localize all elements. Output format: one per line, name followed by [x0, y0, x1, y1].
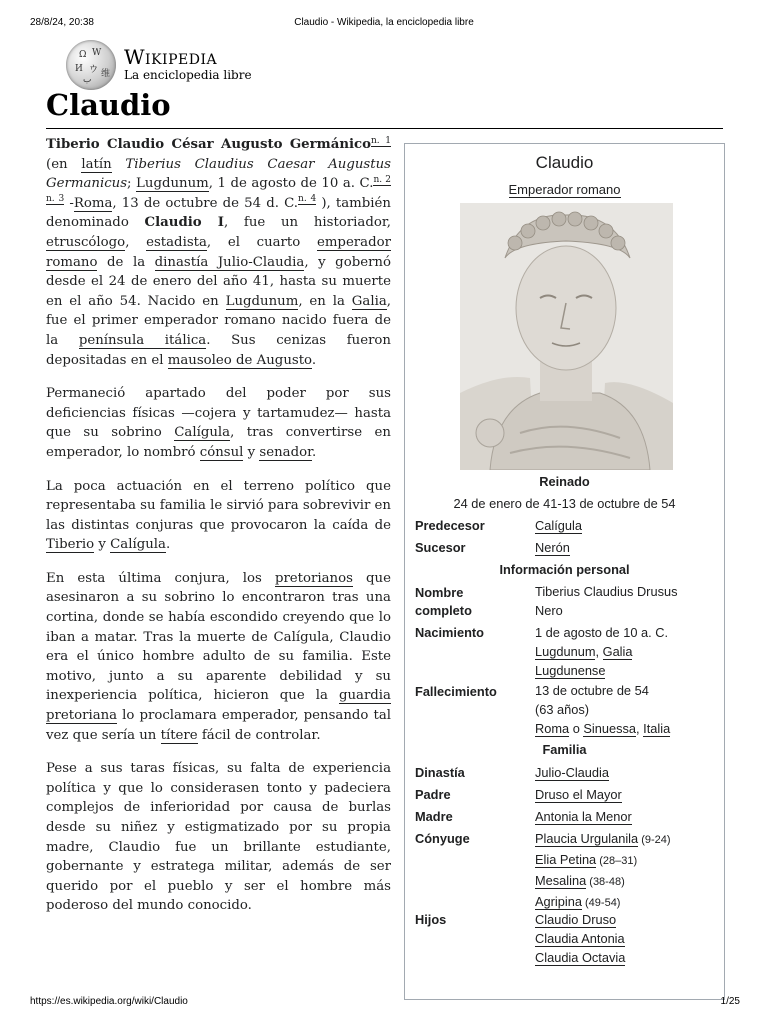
nombre-completo-label [415, 584, 472, 620]
text: , el cuarto [206, 234, 317, 250]
death-place-line [535, 719, 720, 738]
link-latin[interactable]: latín [81, 156, 112, 172]
separator: o [569, 721, 584, 736]
text: , [125, 234, 147, 250]
nombre-completo-value [535, 582, 720, 620]
wikipedia-tagline: La enciclopedia libre [124, 68, 252, 82]
text: La poca actuación en el terreno político que representaba su familia le sirvió para sobrevivir en las distintas conjuras que provocaron la caída de [46, 478, 391, 533]
hijos-label: Hijos [415, 912, 447, 927]
padre-value [535, 785, 720, 804]
text: que asesinaron a su sobrino lo encontraron tras una cortina, donde se había escondido creyendo que lo iban a matar. Tras la muerte de Calígula, Claudio era el único hombre adulto de su familia. Este motivo, junto a su aparente debilidad y su inexperiencia política, hicieron que la [46, 570, 391, 704]
footnote-n4[interactable]: n. 4 [298, 194, 317, 205]
text: ; [127, 176, 137, 192]
familia-header: Familia [542, 742, 587, 757]
spouse-years: (38-48) [586, 876, 625, 888]
padre-label: Padre [415, 787, 451, 802]
text: y [243, 444, 260, 460]
link-dinastia-julio-claudia[interactable]: dinastía Julio-Claudia [154, 254, 305, 270]
link-emperador-romano[interactable]: emperador romano [46, 234, 391, 270]
text: y [94, 537, 111, 553]
link-tiberio[interactable]: Tiberio [46, 537, 95, 553]
child-item [535, 948, 720, 967]
spouse-years: (49-54) [581, 897, 621, 909]
text: Pese a sus taras físicas, su falta de experiencia política y que lo considerasen tonto y padeciera complejos de inferioridad por causa de burlas desde su niñez y estigmatizado por su propia madre, Claudio fue un brillante estudiante, gobernante y estratega militar, además de ser querido por el pueblo y ser el hombre más poderoso del mundo conocido. [46, 761, 391, 914]
link-spouse[interactable]: Elia Petina [535, 852, 597, 867]
sucesor-label: Sucesor [415, 540, 466, 555]
claudio-i: Claudio I [144, 215, 224, 231]
text: . [311, 352, 317, 368]
link-consul[interactable]: cónsul [199, 444, 244, 460]
article-subject-name: Tiberio Claudio César Augusto Germánico [46, 137, 372, 152]
print-datetime: 28/8/24, 20:38 [30, 17, 94, 28]
spouse-years: (9-24) [638, 834, 671, 846]
bust-illustration [460, 203, 673, 470]
text: ), también denominado [46, 195, 391, 231]
death-age: (63 años) [535, 702, 590, 717]
text: , fue el primer emperador romano nacido fuera de la [46, 293, 391, 348]
link-spouse[interactable]: Plaucia Urgulanila [535, 831, 639, 846]
wikipedia-wordmark[interactable]: Wikipedia [124, 45, 218, 69]
birth-place-line-2 [535, 661, 720, 680]
link-sinuessa[interactable]: Sinuessa [583, 721, 637, 736]
infobox-title: Claudio [535, 153, 594, 172]
link-guardia-pretoriana[interactable]: guardia pretoriana [46, 688, 391, 724]
link-caligula[interactable]: Calígula [174, 425, 231, 441]
text: (en [46, 156, 82, 172]
paragraph-3 [46, 477, 391, 555]
print-footer-url: https://es.wikipedia.org/wiki/Claudio [30, 996, 188, 1007]
fallecimiento-value [535, 681, 720, 738]
text: lo proclamara emperador, pensando tal vez que sería un [46, 708, 391, 743]
link-spouse[interactable]: Mesalina [535, 873, 587, 888]
spouse-item [535, 829, 720, 850]
predecesor-label: Predecesor [415, 518, 485, 533]
death-date: 13 de octubre de 54 [535, 683, 649, 698]
separator: , [636, 721, 644, 736]
infobox [404, 143, 725, 1000]
link-roma-infobox[interactable]: Roma [535, 721, 570, 736]
print-page-title: Claudio - Wikipedia, la enciclopedia libre [294, 17, 474, 28]
dinastia-label: Dinastía [415, 765, 465, 780]
text: Permaneció apartado del poder por sus deficiencias físicas —cojera y tartamudez— hasta que su sobrino [46, 386, 391, 441]
dinastia-value [535, 763, 720, 782]
madre-value [535, 807, 720, 826]
link-child[interactable]: Claudia Antonia [535, 931, 625, 946]
text: . Sus cenizas fueron depositadas en el [46, 332, 391, 368]
text: . [312, 444, 317, 460]
text: , y gobernó desde el 24 de enero del año 41, hasta su muerte en el año 54. Nacido en [46, 254, 391, 309]
footnote-n1[interactable]: n. 1 [371, 135, 391, 146]
link-titere[interactable]: títere [160, 727, 198, 743]
nacimiento-label: Nacimiento [415, 625, 484, 640]
latin-name: Tiberius Claudius Caesar Augustus Germanicus [46, 156, 391, 192]
page-title: Claudio [46, 88, 171, 122]
text: - [64, 195, 74, 211]
link-lugdunum-infobox[interactable]: Lugdunum [535, 644, 596, 659]
hijos-value [535, 910, 720, 967]
article-body [46, 135, 391, 930]
link-italia[interactable]: Italia [643, 721, 671, 736]
link-lugdunum-2[interactable]: Lugdunum [225, 293, 299, 309]
label-line: Nombre [415, 585, 464, 600]
paragraph-2 [46, 384, 391, 462]
text: , tras convertirse en emperador, lo nombró [46, 425, 391, 460]
predecesor-value [535, 516, 720, 535]
text: , 1 de agosto de 10 a. C. [208, 176, 374, 192]
link-roma[interactable]: Roma [73, 195, 113, 211]
birth-place-line [535, 642, 720, 661]
text: , en la [298, 293, 352, 309]
separator: , [595, 644, 603, 659]
link-lugdunum[interactable]: Lugdunum [136, 176, 209, 192]
link-spouse[interactable]: Agripina [535, 894, 582, 909]
info-personal-header: Información personal [499, 562, 630, 577]
child-item [535, 929, 720, 948]
link-neron[interactable]: Nerón [535, 540, 570, 555]
link-caligula-infobox[interactable]: Calígula [535, 518, 582, 533]
link-peninsula-italica[interactable]: península itálica [78, 332, 207, 348]
text: , 13 de octubre de 54 d. C. [112, 195, 299, 211]
birth-date: 1 de agosto de 10 a. C. [535, 625, 669, 640]
link-estadista[interactable]: estadista [146, 234, 207, 250]
fallecimiento-label: Fallecimiento [415, 684, 497, 699]
label-line: completo [415, 603, 472, 618]
paragraph-intro [46, 135, 391, 370]
conyuge-label: Cónyuge [415, 831, 470, 846]
link-antonia-la-menor[interactable]: Antonia la Menor [535, 809, 632, 824]
link-pretorianos[interactable]: pretorianos [274, 570, 353, 586]
link-druso-el-mayor[interactable]: Druso el Mayor [535, 787, 622, 802]
reinado-header: Reinado [539, 474, 590, 489]
claudius-bust-image[interactable] [460, 203, 673, 470]
link-child[interactable]: Claudio Druso [535, 912, 617, 927]
title-divider [46, 128, 723, 129]
text: . [165, 537, 171, 553]
text: En esta última conjura, los [46, 570, 275, 586]
spouse-item [535, 871, 720, 892]
reinado-dates: 24 de enero de 41-13 de octubre de 54 [453, 496, 676, 511]
text: , fue un historiador, [224, 215, 391, 231]
sucesor-value [535, 538, 720, 557]
paragraph-5 [46, 759, 391, 916]
link-julio-claudia[interactable]: Julio-Claudia [535, 765, 609, 780]
print-footer-page: 1/25 [720, 996, 740, 1007]
link-senador[interactable]: senador [259, 444, 313, 460]
link-galia-lugdunense-2[interactable]: Lugdunense [535, 663, 606, 678]
text: de la [97, 254, 155, 270]
conyuge-value [535, 829, 720, 913]
footnote-n2[interactable]: n. 2 [373, 174, 391, 185]
link-galia-lugdunense[interactable]: Galia [602, 644, 633, 659]
text: fácil de controlar. [197, 727, 321, 743]
link-emperador-romano-infobox[interactable]: Emperador romano [508, 182, 621, 197]
spouse-item [535, 850, 720, 871]
madre-label: Madre [415, 809, 453, 824]
link-galia[interactable]: Galia [351, 293, 387, 309]
infobox-subtitle[interactable] [405, 182, 724, 197]
child-item [535, 910, 720, 929]
value-line: Tiberius Claudius Drusus [535, 584, 678, 599]
link-child[interactable]: Claudia Octavia [535, 950, 626, 965]
footnote-n3[interactable]: n. 3 [46, 194, 65, 205]
link-mausoleo-de-augusto[interactable]: mausoleo de Augusto [167, 352, 312, 368]
value-line: Nero [535, 603, 563, 618]
link-etruscologo[interactable]: etruscólogo [46, 234, 126, 250]
paragraph-4 [46, 569, 391, 745]
spouse-years: (28–31) [596, 855, 638, 867]
wikipedia-globe-logo[interactable]: Ω W И ウ 维 ب [66, 40, 116, 90]
link-caligula-2[interactable]: Calígula [110, 537, 166, 553]
nacimiento-value [535, 623, 720, 680]
